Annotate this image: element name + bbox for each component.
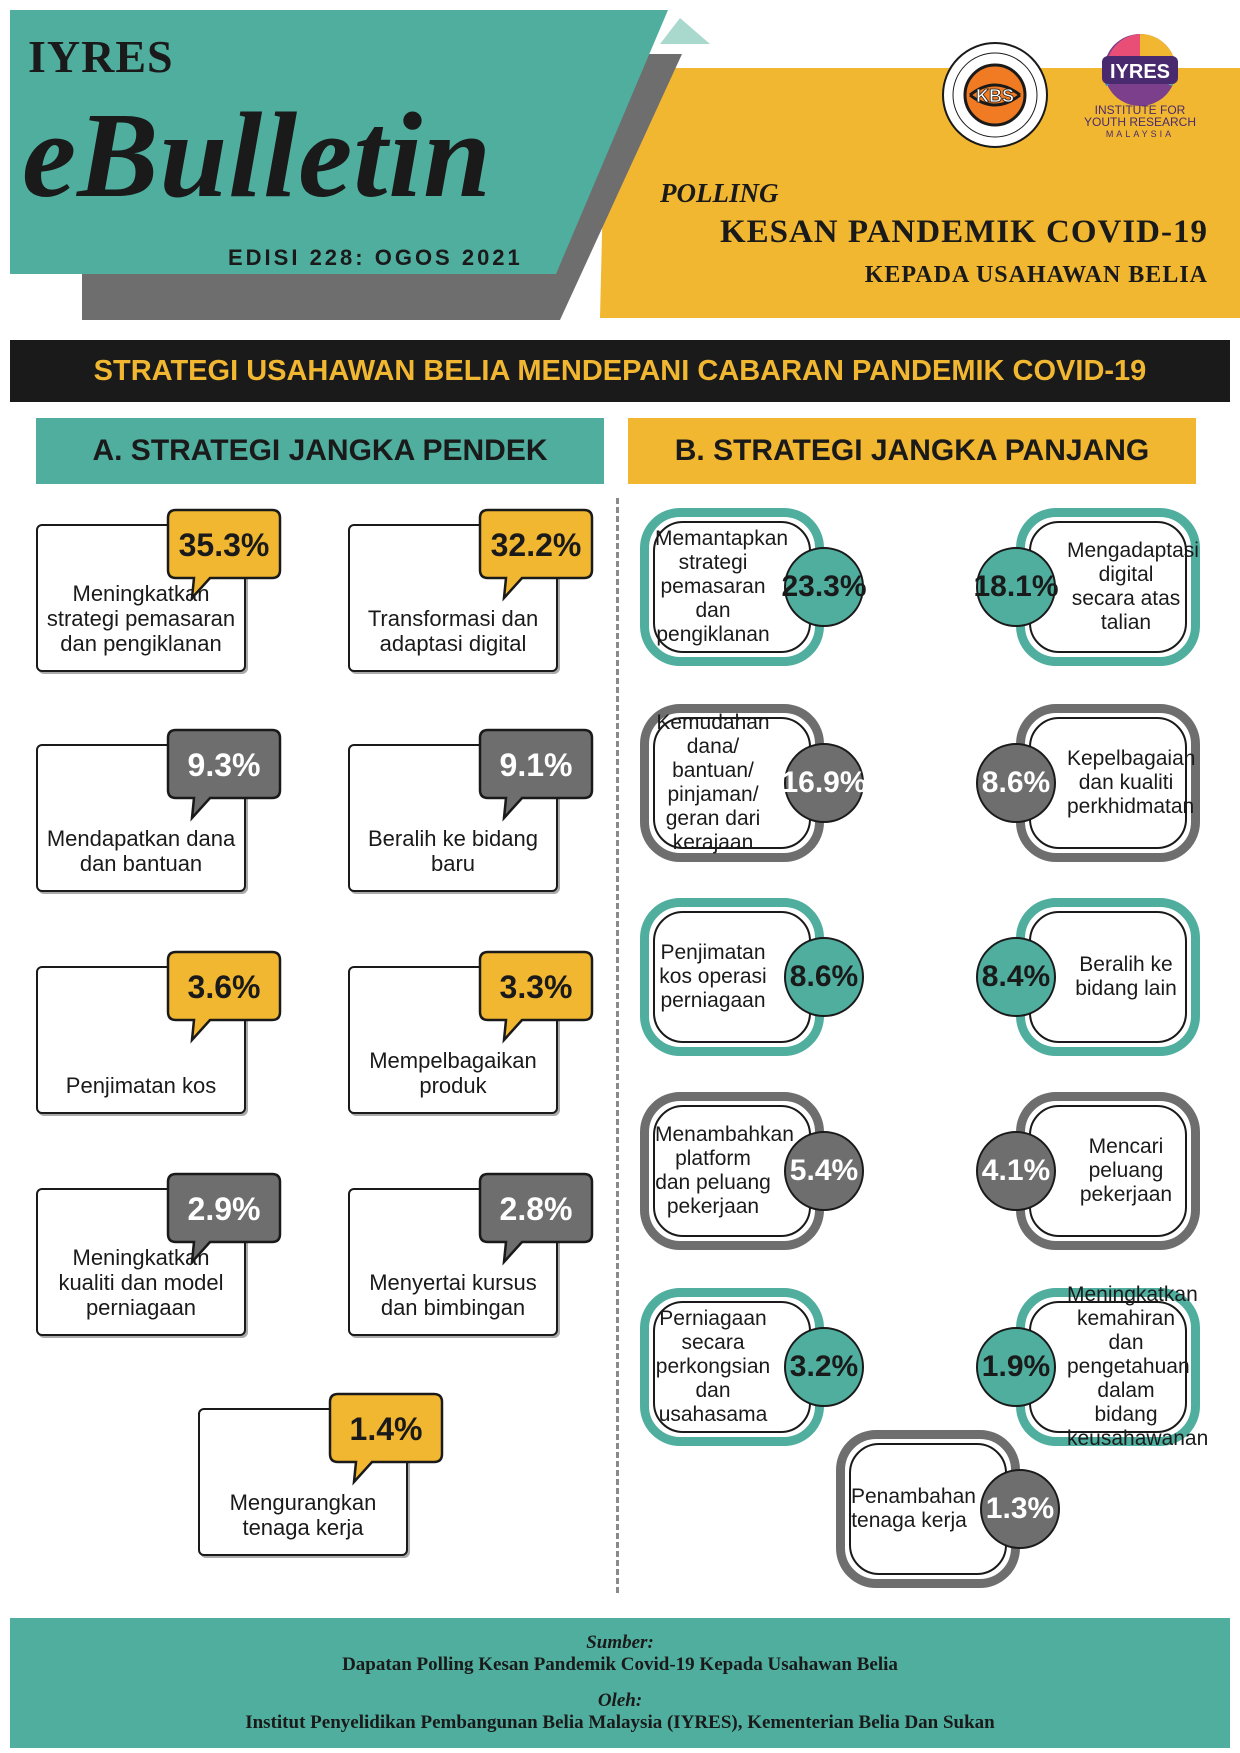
short-term-percentage: 9.1% (499, 746, 573, 783)
banner-title: STRATEGI USAHAWAN BELIA MENDEPANI CABARAN PANDEMIK COVID-19 (93, 354, 1147, 387)
footer (10, 1618, 1230, 1748)
long-term-label: Kepelbagaian dan kualiti perkhidmatan (1067, 747, 1196, 818)
footer-source-label: Sumber: (586, 1632, 654, 1653)
iyres-logo-text: IYRES (1109, 61, 1171, 83)
percentage-bubble (166, 508, 282, 586)
long-term-percentage: 16.9% (784, 743, 864, 823)
short-term-label: Mempelbagaikan produk (369, 1048, 537, 1098)
long-term-percentage: 1.3% (980, 1469, 1060, 1549)
percentage-bubble (478, 950, 594, 1028)
long-term-percentage: 8.6% (976, 743, 1056, 823)
iyres-logo-caption: INSTITUTE FOR YOUTH RESEARCH MALAYSIA (1083, 103, 1196, 139)
short-term-label: Mengurangkan tenaga kerja (229, 1490, 377, 1540)
short-term-label: Mendapatkan dana dan bantuan (46, 826, 236, 876)
section-b-title: B. STRATEGI JANGKA PANJANG (628, 418, 1196, 484)
percentage-bubble (328, 1392, 444, 1470)
kbs-logo-text: KBS (975, 86, 1015, 106)
short-term-percentage: 2.9% (187, 1190, 261, 1227)
percentage-bubble (478, 1172, 594, 1250)
poll-title: KESAN PANDEMIK COVID-19 (719, 214, 1208, 250)
section-a-title: A. STRATEGI JANGKA PENDEK (36, 418, 604, 484)
footer-by-text: Institut Penyelidikan Pembangunan Belia Malaysia (IYRES), Kementerian Belia Dan Sukan (245, 1712, 995, 1733)
long-term-label: Beralih ke bidang lain (1075, 953, 1177, 1000)
short-term-percentage: 32.2% (490, 526, 582, 563)
short-term-label: Meningkatkan kualiti dan model perniagaan (58, 1245, 224, 1320)
short-term-percentage: 35.3% (178, 526, 270, 563)
percentage-bubble (478, 728, 594, 806)
footer-source-text: Dapatan Polling Kesan Pandemik Covid-19 Kepada Usahawan Belia (342, 1654, 898, 1675)
kbs-logo (940, 40, 1050, 150)
short-term-label: Transformasi dan adaptasi digital (367, 606, 539, 656)
short-term-label: Beralih ke bidang baru (367, 826, 538, 876)
long-term-label: Penjimatan kos operasi perniagaan (659, 941, 767, 1012)
footer-by-label: Oleh: (597, 1690, 643, 1711)
long-term-label: Kemudahan dana/ bantuan/ pinjaman/ geran dari kerajaan (656, 711, 770, 854)
short-term-percentage: 3.3% (499, 968, 573, 1005)
banner-strip (10, 340, 1230, 402)
short-term-label: Meningkatkan strategi pemasaran dan pengiklanan (46, 581, 236, 656)
short-term-label: Menyertai kursus dan bimbingan (369, 1270, 537, 1320)
long-term-label: Mengadaptasi digital secara atas talian (1067, 539, 1199, 634)
long-term-percentage: 23.3% (784, 547, 864, 627)
long-term-label: Memantapkan strategi pemasaran dan pengiklanan (655, 527, 789, 646)
section-divider (616, 498, 619, 1593)
percentage-bubble (166, 950, 282, 1028)
percentage-bubble (478, 508, 594, 586)
brand-iyres: IYRES (28, 31, 174, 82)
short-term-label: Penjimatan kos (65, 1073, 217, 1098)
long-term-percentage: 8.6% (784, 937, 864, 1017)
short-term-percentage: 1.4% (349, 1410, 423, 1447)
percentage-bubble (166, 728, 282, 806)
long-term-percentage: 5.4% (784, 1131, 864, 1211)
long-term-percentage: 3.2% (784, 1327, 864, 1407)
long-term-label: Mencari peluang pekerjaan (1079, 1135, 1173, 1206)
polling-label: POLLING (660, 178, 779, 208)
long-term-percentage: 1.9% (976, 1327, 1056, 1407)
long-term-percentage: 18.1% (976, 547, 1056, 627)
short-term-percentage: 9.3% (187, 746, 261, 783)
edition-label: EDISI 228: OGOS 2021 (228, 245, 523, 270)
short-term-percentage: 3.6% (187, 968, 261, 1005)
long-term-label: Perniagaan secara perkongsian dan usahasama (655, 1307, 771, 1426)
long-term-percentage: 4.1% (976, 1131, 1056, 1211)
long-term-label: Meningkatkan kemahiran dan pengetahuan dalam bidang keusahawanan (1067, 1283, 1209, 1450)
long-term-label: Penambahan tenaga kerja (851, 1485, 976, 1532)
percentage-bubble (166, 1172, 282, 1250)
long-term-label: Menambahkan platform dan peluang pekerjaan (655, 1123, 794, 1218)
short-term-percentage: 2.8% (499, 1190, 573, 1227)
poll-subtitle: KEPADA USAHAWAN BELIA (864, 262, 1208, 288)
brand-ebulletin: eBulletin (22, 88, 492, 223)
long-term-percentage: 8.4% (976, 937, 1056, 1017)
